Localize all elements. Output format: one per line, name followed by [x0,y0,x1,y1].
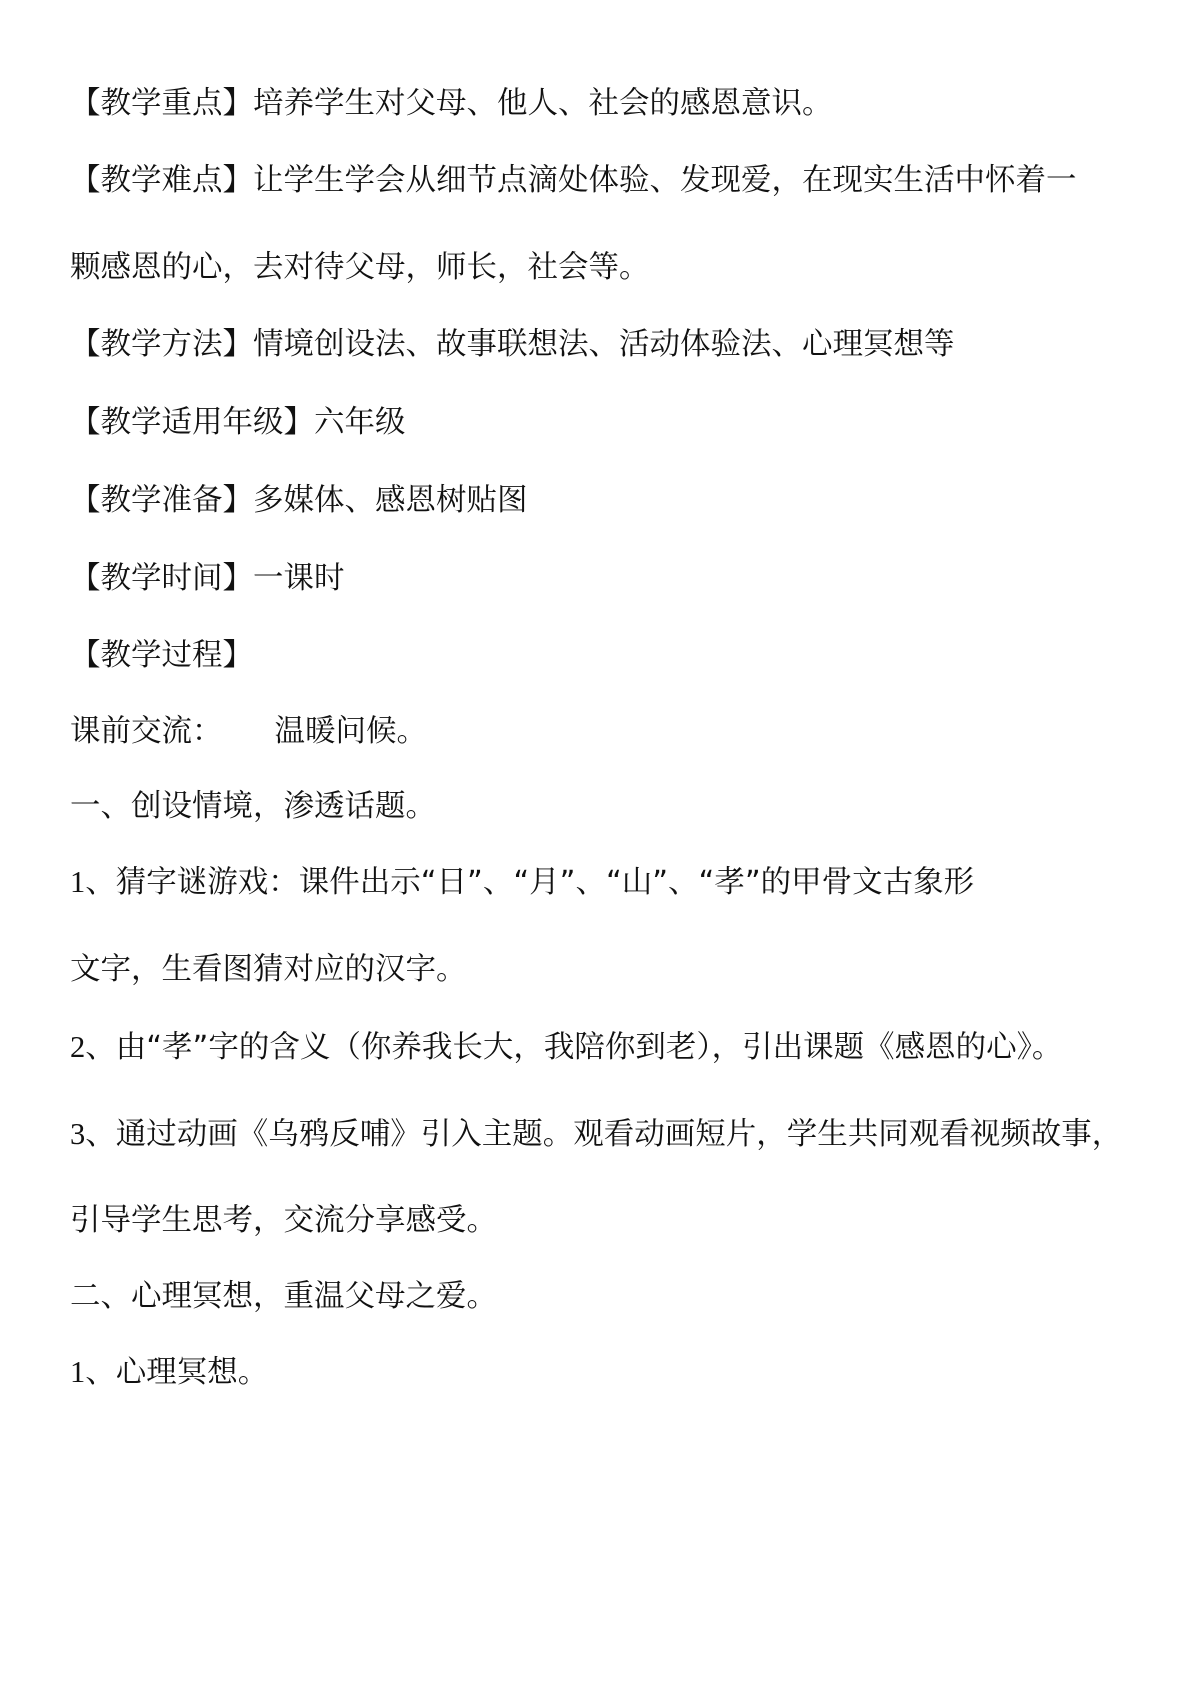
item-2-text: 、由“孝”字的含义（你养我长大，我陪你到老），引出课题《感恩的心》。 [85,1030,1063,1065]
preclass-value: 温暖问候。 [274,714,427,749]
teaching-process-heading: 【教学过程】 [70,638,253,673]
teaching-grade-line: 【教学适用年级】六年级 [70,405,406,440]
teaching-time-line: 【教学时间】一课时 [70,561,345,596]
item-4-line [70,1352,268,1393]
item-1-line-2: 文字，生看图猜对应的汉字。 [70,952,467,987]
item-4-text: 、心理冥想。 [85,1355,269,1390]
preclass-line [70,712,427,752]
item-1-text: 、猜字谜游戏：课件出示“日”、“月”、“山”、“孝”的甲骨文古象形 [85,865,975,900]
item-1-line-1 [70,862,974,903]
item-2-number: 2 [70,1030,86,1064]
item-3-text: 、通过动画《乌鸦反哺》引入主题。观看动画短片，学生共同观看视频故事， [85,1117,1123,1152]
teaching-focus-line: 【教学重点】培养学生对父母、他人、社会的感恩意识。 [70,86,833,121]
item-3-number: 3 [70,1117,86,1151]
teaching-methods-line: 【教学方法】情境创设法、故事联想法、活动体验法、心理冥想等 [70,327,955,362]
teaching-difficulty-line-2: 颗感恩的心，去对待父母，师长，社会等。 [70,250,650,285]
item-3-line-2: 引导学生思考，交流分享感受。 [70,1203,497,1238]
preclass-label: 课前交流： [70,714,223,749]
item-4-number: 1 [70,1355,86,1389]
section-1-heading: 一、创设情境，渗透话题。 [70,789,436,824]
teaching-difficulty-line-1: 【教学难点】让学生学会从细节点滴处体验、发现爱，在现实生活中怀着一 [70,163,1077,198]
item-1-number: 1 [70,865,86,899]
item-2-line [70,1027,1062,1068]
item-3-line-1 [70,1114,1122,1155]
teaching-preparation-line: 【教学准备】多媒体、感恩树贴图 [70,483,528,518]
section-2-heading: 二、心理冥想，重温父母之爱。 [70,1279,497,1314]
